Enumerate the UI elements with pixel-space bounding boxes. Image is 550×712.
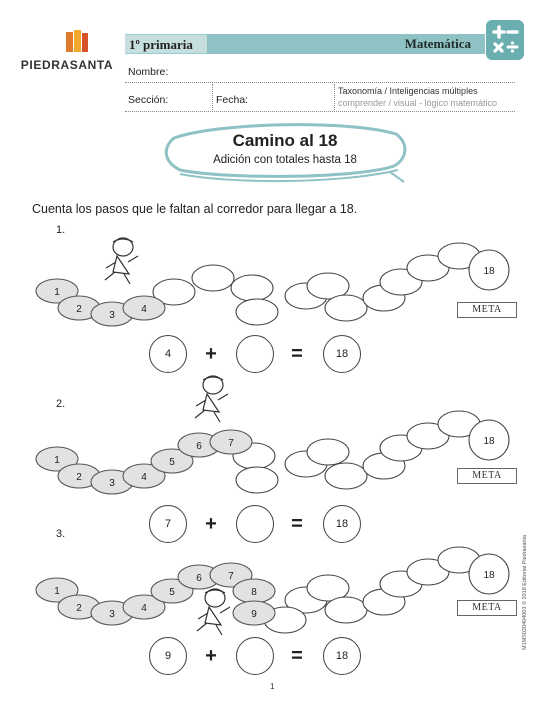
result-circle: 18 (323, 637, 361, 675)
math-operations-icon (486, 20, 524, 60)
addend-circle: 7 (149, 505, 187, 543)
answer-circle[interactable] (236, 335, 274, 373)
taxonomy-detail: comprender / visual - lógico matemático (338, 98, 498, 108)
stone-number: 7 (228, 438, 234, 449)
subject-label: Matemática (207, 34, 485, 54)
addend-circle: 4 (149, 335, 187, 373)
stone-number: 2 (76, 603, 82, 614)
fecha-label: Fecha: (216, 94, 249, 106)
answer-circle[interactable] (236, 505, 274, 543)
field-divider (212, 84, 213, 112)
stone-number: 9 (251, 609, 257, 620)
copyright-code: M1MS020404003 © 2018 Editorial Piedrasanta (522, 534, 528, 650)
stone-number: 5 (169, 587, 175, 598)
stone-number: 8 (251, 587, 257, 598)
stone-number: 6 (196, 573, 202, 584)
addend-circle: 9 (149, 637, 187, 675)
meta-label: META (457, 468, 517, 484)
plus-sign: + (205, 513, 217, 535)
meta-label: META (457, 600, 517, 616)
stone-number: 4 (141, 472, 147, 483)
stone-number: 3 (109, 609, 115, 620)
publisher-logo (12, 30, 122, 74)
grade-label: 1º primaria (125, 34, 207, 54)
stone-number: 1 (54, 287, 60, 298)
stone-number: 1 (54, 455, 60, 466)
stone-number: 4 (141, 603, 147, 614)
runner-figure (197, 589, 230, 635)
stone-number: 2 (76, 304, 82, 315)
equals-sign: = (291, 645, 303, 667)
result-circle: 18 (323, 335, 361, 373)
taxonomy-title: Taxonomía / Inteligencias múltiples (338, 86, 478, 96)
logo-text: PIEDRASANTA (20, 58, 114, 72)
goal-number: 18 (483, 436, 495, 447)
stone-number: 7 (228, 571, 234, 582)
seccion-fecha-line[interactable] (125, 111, 515, 112)
stone-number: 5 (169, 457, 175, 468)
stone-number: 3 (109, 478, 115, 489)
nombre-line[interactable] (125, 82, 515, 83)
nombre-label: Nombre: (128, 66, 169, 78)
book-logo-icon (64, 30, 90, 54)
stone-path-1 (0, 225, 550, 355)
runner-figure (195, 376, 228, 422)
equals-sign: = (291, 343, 303, 365)
goal-number: 18 (483, 266, 495, 277)
instruction-text: Cuenta los pasos que le faltan al corredor para llegar a 18. (32, 202, 358, 216)
worksheet-title: Camino al 18 (232, 131, 338, 150)
stone-number: 6 (196, 441, 202, 452)
exercise-number: 2. (56, 398, 66, 410)
field-divider (334, 84, 335, 112)
plus-sign: + (205, 645, 217, 667)
goal-number: 18 (483, 570, 495, 581)
seccion-label: Sección: (128, 94, 169, 106)
exercise-number: 3. (56, 528, 66, 540)
meta-label: META (457, 302, 517, 318)
worksheet-subtitle: Adición con totales hasta 18 (213, 154, 357, 166)
title-banner (160, 118, 410, 188)
result-circle: 18 (323, 505, 361, 543)
stone-number: 1 (54, 586, 60, 597)
equals-sign: = (291, 513, 303, 535)
runner-figure (105, 238, 138, 284)
stone-number: 3 (109, 310, 115, 321)
plus-sign: + (205, 343, 217, 365)
stone-number: 2 (76, 472, 82, 483)
stone-number: 4 (141, 304, 147, 315)
page-number: 1 (270, 682, 275, 691)
answer-circle[interactable] (236, 637, 274, 675)
exercise-number: 1. (56, 224, 66, 236)
